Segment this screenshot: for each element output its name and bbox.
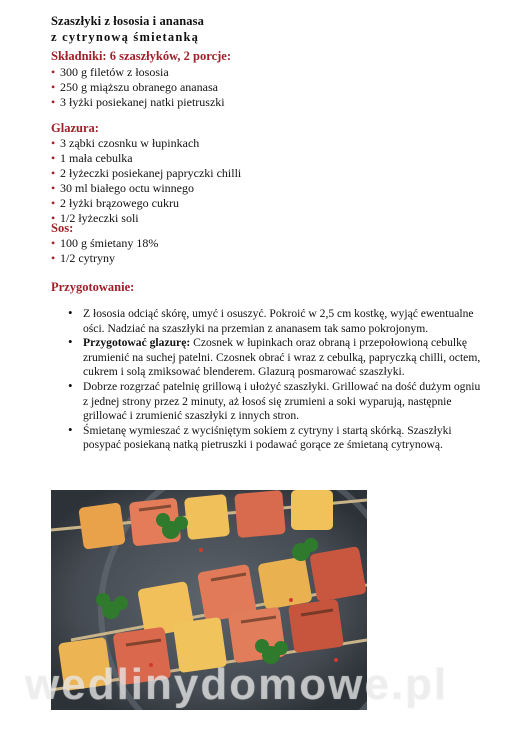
sauce-list: [51, 236, 158, 266]
step-item: • Przygotować glazurę: Czosnek w łupinkach oraz obraną i przepołowioną cebulkę zrumienić na suchej patelni. Czosnek obrać i wraz z cebulką, papryczką chilli, octem, cukrem i solą zmiksować blenderem. Glazurą posmarować szaszłyki.: [68, 334, 481, 379]
recipe-title-line2: z cytrynową śmietanką: [51, 30, 200, 44]
watermark: wedlinydomowe.pl: [25, 660, 449, 709]
list-item: • 2 łyżeczki posiekanej papryczki chilli: [51, 166, 242, 180]
step-item: • Z łososia odciąć skórę, umyć i osuszyć. Pokroić w 2,5 cm kostkę, wyjąć ewentualne ości. Nadziać na szaszłyki na przemian z ananasem tak samo pokrojonym.: [68, 305, 474, 335]
list-item: • 100 g śmietany 18%: [51, 236, 159, 250]
list-item: • 1/2 łyżeczki soli: [51, 211, 139, 225]
sauce-heading: Sos:: [51, 221, 74, 235]
list-item: • 250 g miąższu obranego ananasa: [51, 80, 218, 94]
preparation-steps: [68, 307, 488, 453]
list-item: • 3 ząbki czosnku w łupinkach: [51, 136, 200, 150]
recipe-title-line1: Szaszłyki z łososia i ananasa: [51, 14, 204, 28]
list-item: • 1 mała cebulka: [51, 151, 133, 165]
list-item: • 2 łyżki brązowego cukru: [51, 196, 179, 210]
step-item: • Dobrze rozgrzać patelnię grillową i ułożyć szaszłyki. Grillować na dość dużym ogniu z jednej strony przez 2 minuty, aż łosoś się zrumieni a soki wyparują, następnie grillować i zrumienić szaszłyki z innych stron.: [68, 377, 481, 423]
glaze-list: [51, 136, 241, 226]
list-item: • 3 łyżki posiekanej natki pietruszki: [51, 95, 225, 109]
glaze-heading: Glazura:: [51, 121, 99, 135]
step-item: • Śmietanę wymieszać z wyciśniętym sokiem z cytryny i startą skórką. Szaszłyki posypać posiekaną natką pietruszki i podawać gorące ze śmietaną cytrynową.: [68, 421, 452, 452]
list-item: • 30 ml białego octu winnego: [51, 181, 194, 195]
preparation-heading: Przygotowanie:: [51, 280, 135, 294]
list-item: • 1/2 cytryny: [51, 251, 115, 265]
ingredients-heading: Składniki: 6 szaszłyków, 2 porcje:: [51, 49, 231, 63]
list-item: • 300 g filetów z łososia: [51, 65, 169, 79]
ingredients-list: [51, 65, 225, 110]
